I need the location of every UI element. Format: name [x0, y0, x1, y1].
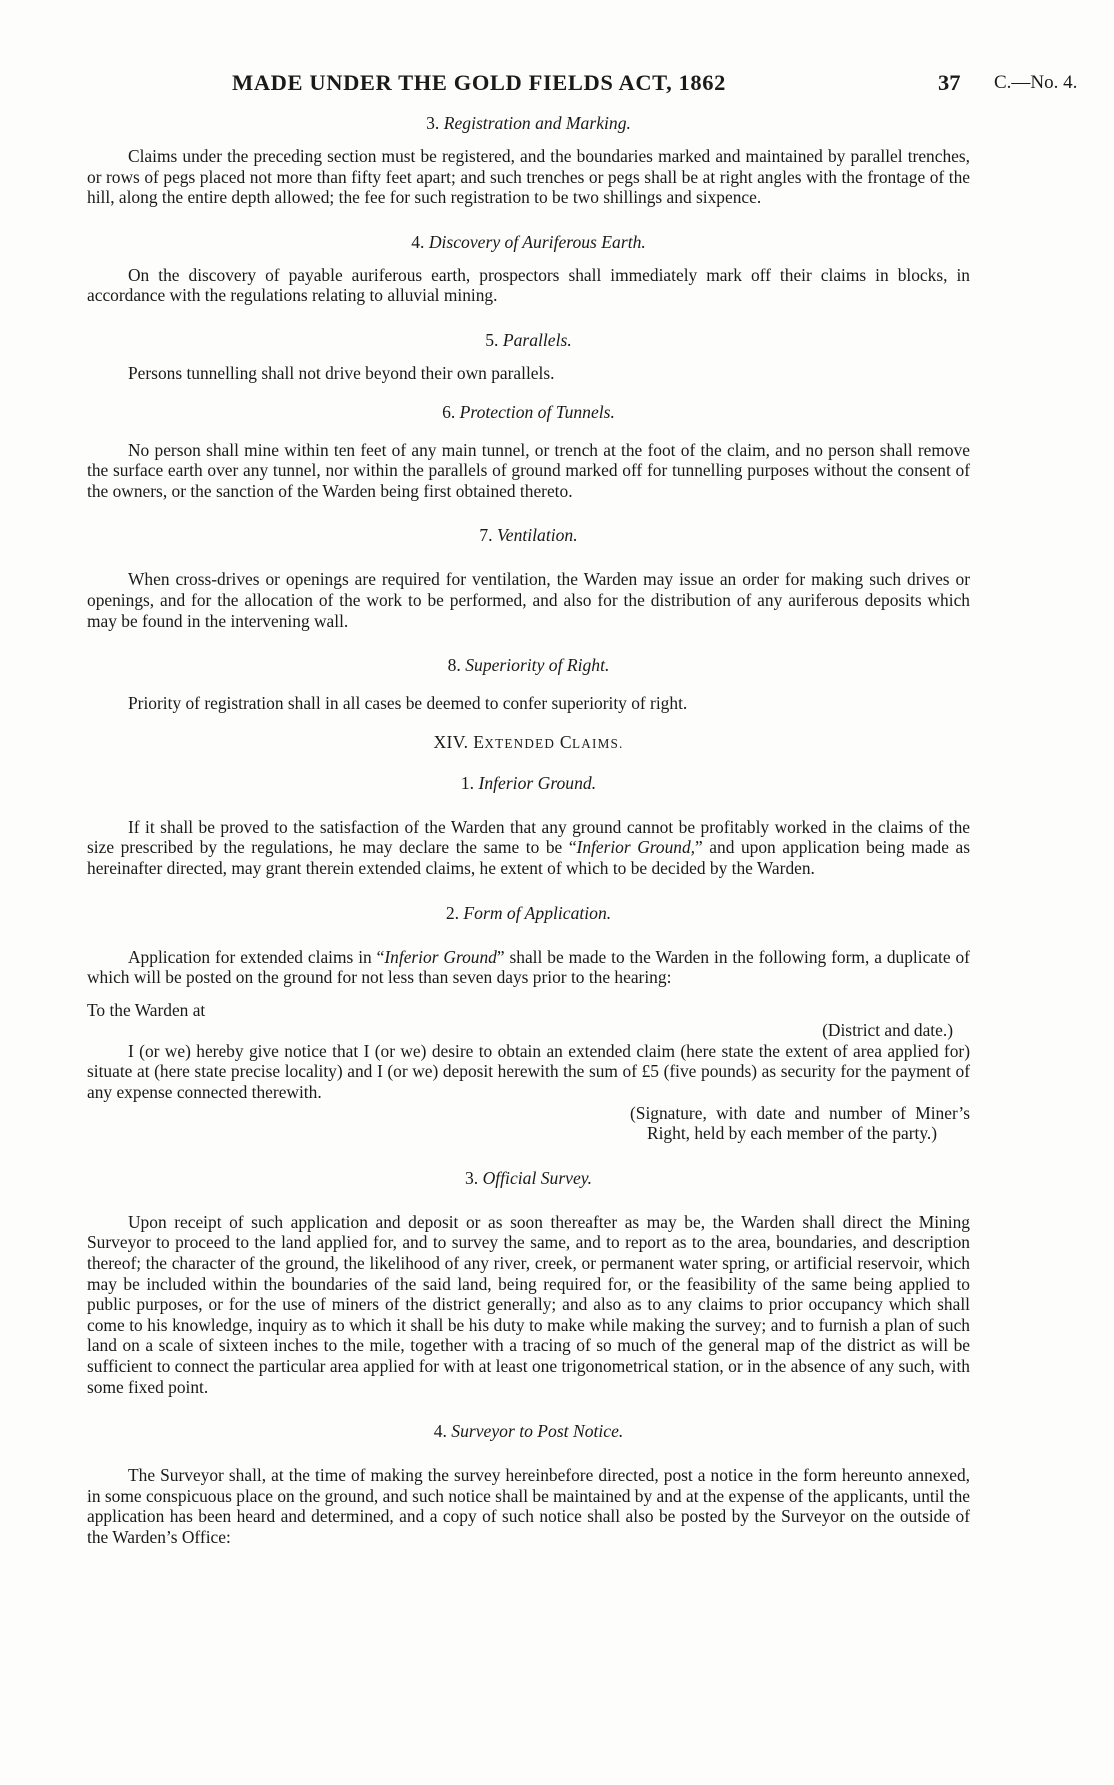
form-body: I (or we) hereby give notice that I (or we) desire to obtain an extended claim (here state the extent of area applied for) situate at (here state precise locality) and I (or we) deposit herewith the sum of £5 (five pounds) as security for the payment of any expense connected therewith. — [87, 1040, 970, 1103]
form-addressee: To the Warden at — [87, 999, 206, 1020]
form-signature: (Signature, with date and number of Miner’s Right, held by each member of the party.) — [630, 1102, 970, 1144]
section-paragraph: If it shall be proved to the satisfaction of the Warden that any ground cannot be profitably worked in the claims of the size prescribed by the regulations, he may declare the same to be “Inferior Ground,” and upon application being made as hereinafter directed, may grant therein extended claims, he extent of which to be decided by the Warden. — [87, 816, 970, 878]
section-paragraph: Claims under the preceding section must be registered, and the boundaries marked and maintained by parallel trenches, or rows of pegs placed not more than fifty feet apart; and such trenches or pegs shall be at right angles with the frontage of the hill, along the entire depth allowed; the fee for such registration to be two shillings and sixpence. — [87, 146, 970, 208]
header-title: MADE UNDER THE GOLD FIELDS ACT, 1862 — [232, 70, 726, 95]
document-reference: C.—No. 4. — [994, 72, 1078, 93]
section-paragraph: When cross-drives or openings are required for ventilation, the Warden may issue an order for making such drives or openings, and for the allocation of the work to be performed, and also for the distribution of any auriferous deposits which may be found in the intervening wall. — [87, 569, 970, 631]
section-heading: 5. Parallels. — [485, 329, 572, 350]
section-heading: 3. Official Survey. — [464, 1167, 593, 1188]
section-paragraph: Persons tunnelling shall not drive beyond their own parallels. — [128, 362, 555, 383]
section-heading: 1. Inferior Ground. — [460, 772, 597, 793]
part-heading: XIV. EXTENDED CLAIMS. — [433, 731, 624, 752]
form-date-line: (District and date.) — [822, 1020, 953, 1041]
section-heading: 6. Protection of Tunnels. — [442, 401, 615, 422]
section-heading: 4. Discovery of Auriferous Earth. — [411, 231, 646, 252]
section-heading: 2. Form of Application. — [445, 902, 612, 923]
page-number: 37 — [938, 70, 961, 95]
section-heading: 3. Registration and Marking. — [426, 113, 631, 133]
section-heading: 8. Superiority of Right. — [447, 655, 610, 676]
section-paragraph: Upon receipt of such application and deposit or as soon thereafter as may be, the Warden shall direct the Mining Surveyor to proceed to the land applied for, and to survey the same, and to report as to the area, boundaries, and description thereof; the character of the ground, the likelihood of any river, creek, or permanent water spring, or artificial reservoir, which may be included within the boundaries of the said land, being required for, or the feasibility of the same being applied to public purposes, or for the use of miners of the district generally; and also as to any claims to prior occupancy which shall come to his knowledge, inquiry as to which it shall be his duty to make while making the survey; and to furnish a plan of such land on a scale of sixteen inches to the mile, together with a tracing of so much of the general map of the district as will be sufficient to connect the particular area applied for with at least one trigonometrical station, or in the absence of any such, with some fixed point. — [87, 1211, 970, 1397]
section-paragraph: Priority of registration shall in all cases be deemed to confer superiority of right. — [128, 693, 688, 714]
document-body — [87, 112, 970, 1548]
section-heading: 7. Ventilation. — [479, 525, 578, 546]
section-paragraph: Application for extended claims in “Inferior Ground” shall be made to the Warden in the following form, a duplicate of which will be posted on the ground for not less than seven days prior to the hearing: — [87, 946, 970, 988]
running-header — [0, 70, 1114, 100]
section-paragraph: On the discovery of payable auriferous earth, prospectors shall immediately mark off their claims in blocks, in accordance with the regulations relating to alluvial mining. — [87, 264, 970, 306]
section-paragraph: No person shall mine within ten feet of any main tunnel, or trench at the foot of the claim, and no person shall remove the surface earth over any tunnel, nor within the parallels of ground marked off for tunnelling purposes without the consent of the owners, or the sanction of the Warden being first obtained thereto. — [87, 439, 970, 501]
section-heading: 4. Surveyor to Post Notice. — [433, 1421, 624, 1442]
section-paragraph: The Surveyor shall, at the time of making the survey hereinbefore directed, post a notice in the form hereunto annexed, in some conspicuous place on the ground, and such notice shall be maintained by and at the expense of the applicants, until the application has been heard and determined, and a copy of such notice shall also be posted by the Surveyor on the outside of the Warden’s Office: — [87, 1465, 970, 1547]
